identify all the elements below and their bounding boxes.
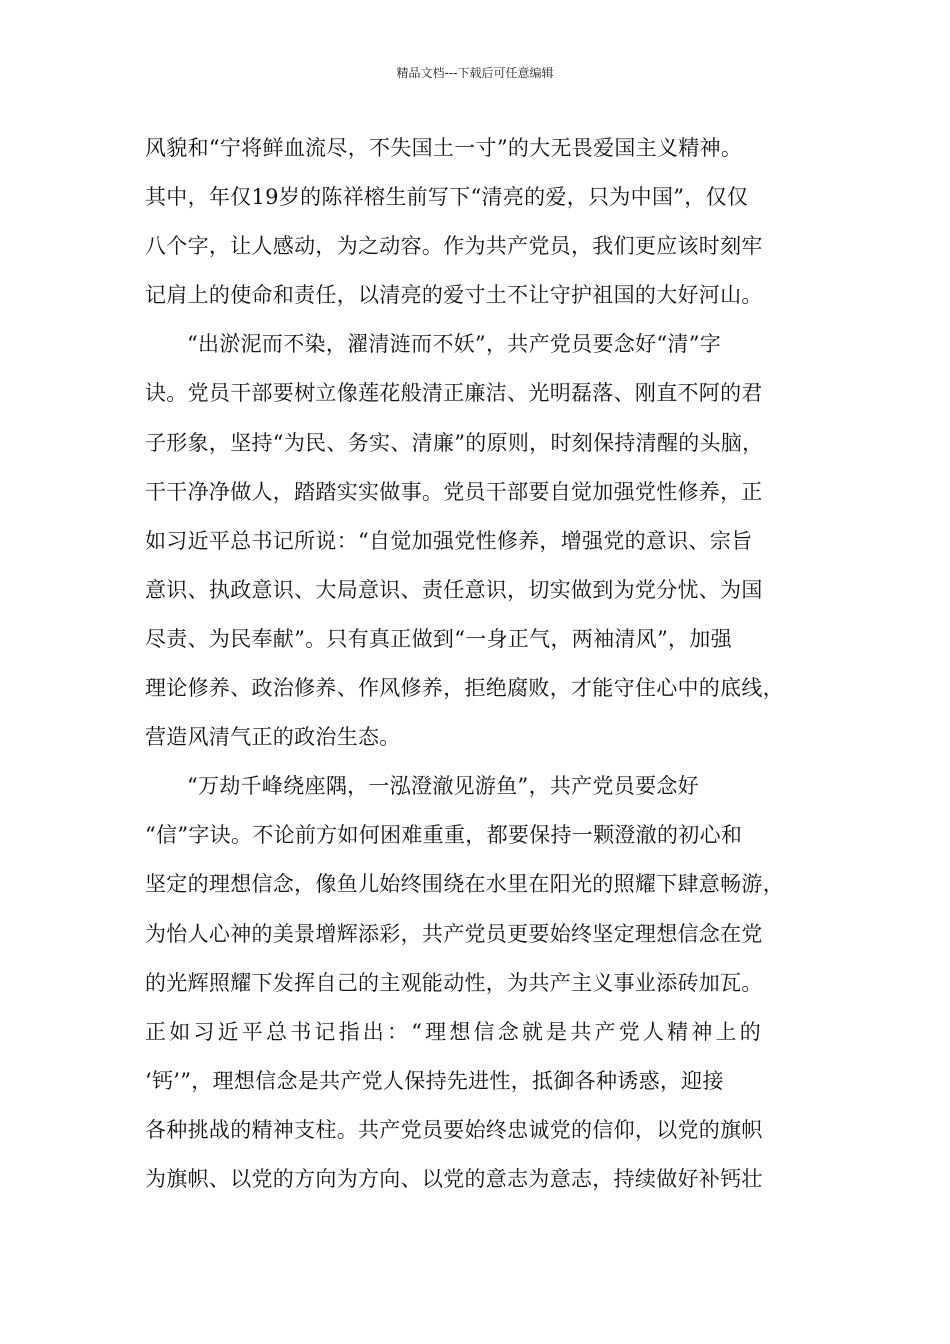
- document-body: [145, 131, 805, 1211]
- text-line: “万劫千峰绕座隅，一泓澄澈见游鱼”，共产党员要念好: [187, 774, 699, 799]
- text-line: 为怡人心神的美景增辉添彩，共产党员更要始终坚定理想信念在党: [145, 921, 763, 946]
- text-line: 理论修养、政治修养、作风修养，拒绝腐败，才能守住心中的底线，: [145, 676, 784, 701]
- text-line: 子形象，坚持“为民、务实、清廉”的原则，时刻保持清醒的头脑，: [145, 430, 764, 455]
- text-line: 风貌和“宁将鲜血流尽，不失国土一寸”的大无畏爱国主义精神。: [145, 136, 743, 160]
- text-line: “出淤泥而不染，濯清涟而不妖”，共产党员要念好“清”字: [187, 332, 722, 357]
- text-line: 尽责、为民奉献”。只有真正做到“一身正气，两袖清风”，加强: [145, 626, 732, 651]
- text-line: 坚定的理想信念，像鱼儿始终围绕在水里在阳光的照耀下肆意畅游，: [145, 872, 784, 897]
- text-line: 如习近平总书记所说：“自觉加强党性修养，增强党的意识、宗旨: [145, 528, 753, 553]
- text-line: 八个字，让人感动，为之动容。作为共产党员，我们更应该时刻牢: [145, 234, 763, 259]
- text-line: 诀。党员干部要树立像莲花般清正廉洁、光明磊落、刚直不阿的君: [145, 381, 763, 406]
- text-line: 其中，年仅19岁的陈祥榕生前写下“清亮的爱，只为中国”，仅仅: [145, 185, 749, 210]
- text-line: 正如习近平总书记指出：“理想信念就是共产党人精神上的: [145, 1019, 764, 1044]
- text-line: 的光辉照耀下发挥自己的主观能动性，为共产主义事业添砖加瓦。: [145, 970, 763, 995]
- text-line: 记肩上的使命和责任，以清亮的爱寸土不让守护祖国的大好河山。: [145, 283, 763, 308]
- text-line: 营造风清气正的政治生态。: [145, 725, 401, 750]
- text-line: 干干净净做人，踏踏实实做事。党员干部要自觉加强党性修养，正: [145, 479, 763, 504]
- text-line: 意识、执政意识、大局意识、责任意识，切实做到为党分忧、为国: [145, 577, 763, 602]
- text-line: 为旗帜、以党的方向为方向、以党的意志为意志，持续做好补钙壮: [145, 1166, 763, 1191]
- page-header: 精品文档---下载后可任意编辑: [396, 66, 554, 80]
- text-line: ‘钙’”，理想信念是共产党人保持先进性，抵御各种诱惑，迎接: [145, 1068, 724, 1093]
- text-line: “信”字诀。不论前方如何困难重重，都要保持一颗澄澈的初心和: [145, 823, 743, 848]
- text-line: 各种挑战的精神支柱。共产党员要始终忠诚党的信仰，以党的旗帜: [145, 1117, 763, 1142]
